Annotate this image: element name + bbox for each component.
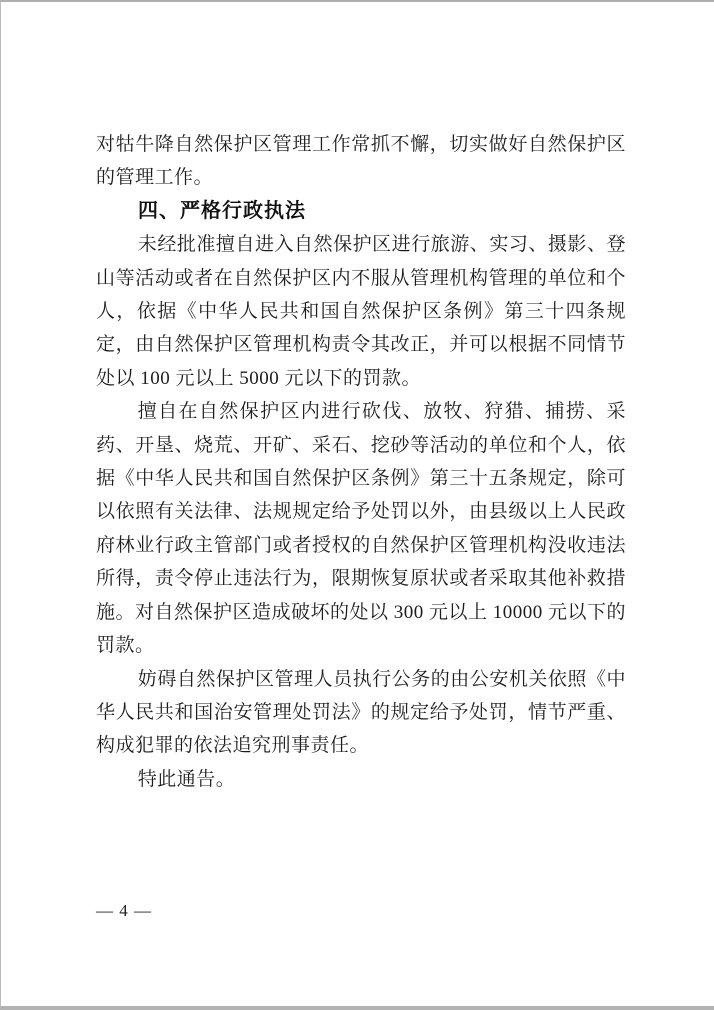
document-content <box>96 128 626 796</box>
closing-paragraph: 特此通告。 <box>137 768 236 790</box>
page-footer <box>96 901 152 921</box>
obstruction-paragraph: 妨碍自然保护区管理人员执行公务的由公安机关依照《中华人民共和国治安管理处罚法》的规定给予处罚，情节严重、构成犯罪的依法追究刑事责任。 <box>96 668 626 757</box>
unauthorized-activities-paragraph: 擅自在自然保护区内进行砍伐、放牧、狩猎、捕捞、采药、开垦、烧荒、开矿、采石、挖砂等活动的单位和个人，依据《中华人民共和国自然保护区条例》第三十五条规定，除可以依照有关法律、法规规定给予处罚以外，由县级以上人民政府林业行政主管部门或者授权的自然保护区管理机构没收违法所得，责令停止违法行为，限期恢复原状或者采取其他补救措施。对自然保护区造成破坏的处以 300 元以上 10000 元以下的罚款。 <box>96 401 627 657</box>
section-heading: 四、严格行政执法 <box>138 199 306 222</box>
carryover-paragraph: 对牯牛降自然保护区管理工作常抓不懈，切实做好自然保护区的管理工作。 <box>96 134 626 189</box>
page-number: — 4 — <box>96 901 152 920</box>
unauthorized-entry-paragraph: 未经批准擅自进入自然保护区进行旅游、实习、摄影、登山等活动或者在自然保护区内不服从管理机构管理的单位和个人，依据《中华人民共和国自然保护区条例》第三十四条规定，由自然保护区管理机构责令其改正，并可以根据不同情节处以 100 元以上 5000 元以下的罚款。 <box>96 234 626 389</box>
